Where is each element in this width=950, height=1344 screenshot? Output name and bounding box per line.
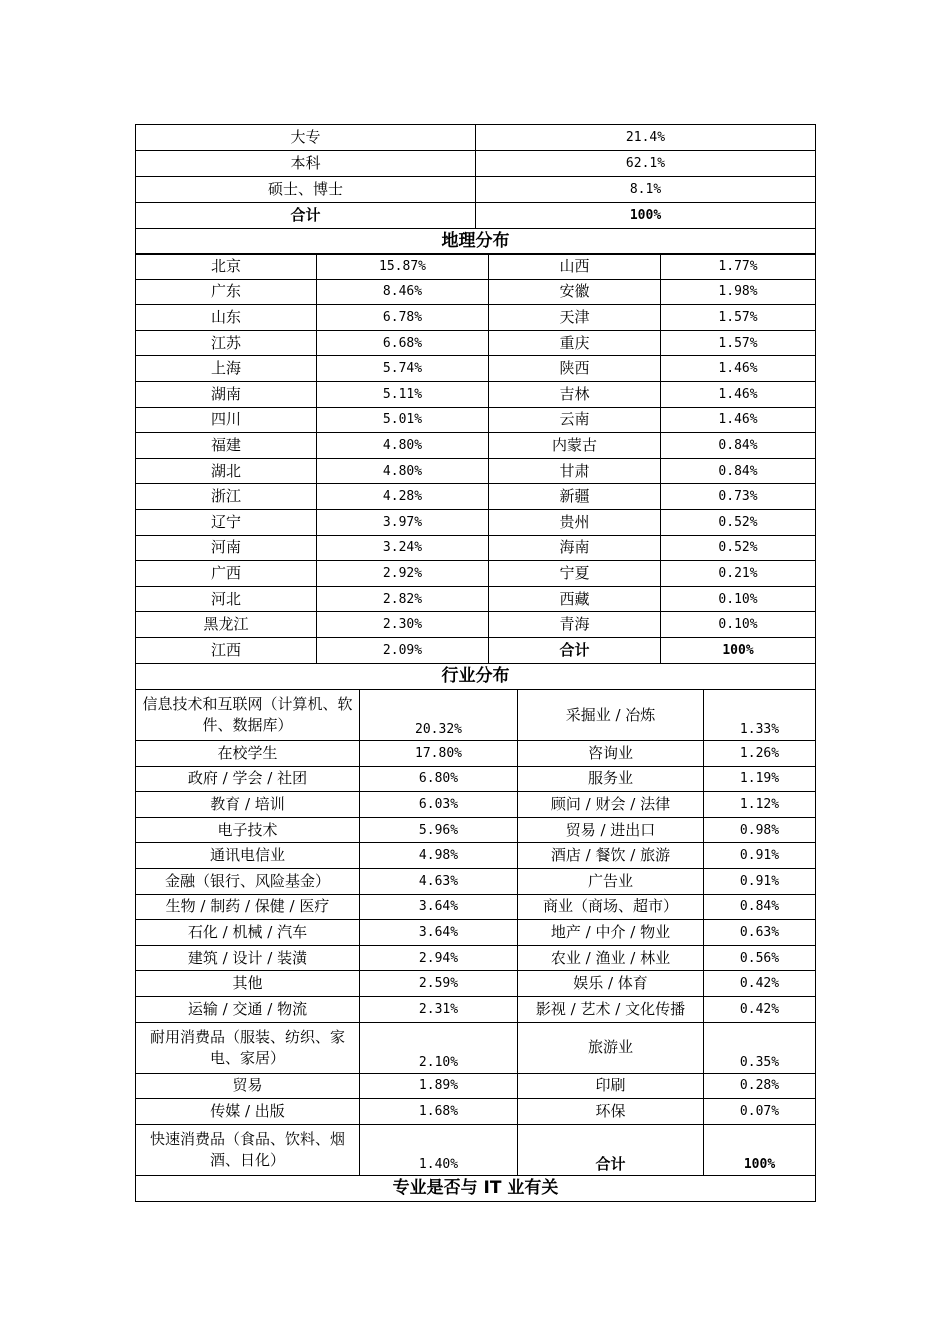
table-row (136, 330, 816, 356)
geo-name: 湖北 (136, 458, 317, 484)
geo-name: 广西 (136, 561, 317, 587)
industry-value: 0.91% (704, 843, 816, 869)
table-row-total (136, 203, 816, 229)
table-row (136, 920, 816, 946)
geo-name: 河南 (136, 535, 317, 561)
industry-name: 建筑 / 设计 / 装潢 (136, 945, 360, 971)
geo-name: 福建 (136, 433, 317, 459)
table-row (136, 254, 816, 280)
geo-value: 4.80% (317, 433, 489, 459)
geo-value: 0.52% (661, 509, 816, 535)
geo-name: 海南 (489, 535, 661, 561)
geo-name: 内蒙古 (489, 433, 661, 459)
geo-value: 5.11% (317, 381, 489, 407)
geo-table (135, 253, 816, 690)
geo-name: 宁夏 (489, 561, 661, 587)
industry-value: 1.12% (704, 792, 816, 818)
table-row (136, 177, 816, 203)
industry-name: 贸易 / 进出口 (518, 817, 704, 843)
industry-value: 1.68% (360, 1099, 518, 1125)
table-row (136, 1022, 816, 1073)
industry-value: 20.32% (360, 690, 518, 741)
industry-value: 0.91% (704, 868, 816, 894)
table-row (136, 407, 816, 433)
table-row (136, 1124, 816, 1175)
industry-name: 在校学生 (136, 741, 360, 767)
geo-name: 重庆 (489, 330, 661, 356)
geo-value: 2.82% (317, 586, 489, 612)
section-header (136, 663, 816, 689)
table-row (136, 792, 816, 818)
industry-name: 咨询业 (518, 741, 704, 767)
industry-value: 4.98% (360, 843, 518, 869)
edu-value: 21.4% (476, 125, 816, 151)
table-row (136, 996, 816, 1022)
table-row (136, 381, 816, 407)
geo-name: 西藏 (489, 586, 661, 612)
industry-value: 0.42% (704, 971, 816, 997)
geo-name: 安徽 (489, 279, 661, 305)
industry-value: 3.64% (360, 920, 518, 946)
geo-name: 广东 (136, 279, 317, 305)
industry-value: 2.94% (360, 945, 518, 971)
industry-value: 0.28% (704, 1073, 816, 1099)
table-row (136, 125, 816, 151)
industry-title: 行业分布 (136, 663, 816, 689)
industry-name: 商业（商场、超市） (518, 894, 704, 920)
industry-value: 6.80% (360, 766, 518, 792)
industry-name: 影视 / 艺术 / 文化传播 (518, 996, 704, 1022)
industry-name: 酒店 / 餐饮 / 旅游 (518, 843, 704, 869)
industry-value: 5.96% (360, 817, 518, 843)
industry-name: 娱乐 / 体育 (518, 971, 704, 997)
section-header (136, 229, 816, 255)
industry-value: 2.31% (360, 996, 518, 1022)
geo-value: 2.92% (317, 561, 489, 587)
geo-value: 4.28% (317, 484, 489, 510)
geo-name: 江苏 (136, 330, 317, 356)
geo-name: 浙江 (136, 484, 317, 510)
industry-value: 0.63% (704, 920, 816, 946)
industry-value: 0.84% (704, 894, 816, 920)
industry-value: 0.98% (704, 817, 816, 843)
geo-value: 0.73% (661, 484, 816, 510)
edu-label: 本科 (136, 151, 476, 177)
geo-value: 0.21% (661, 561, 816, 587)
industry-name: 合计 (518, 1124, 704, 1175)
industry-name: 旅游业 (518, 1022, 704, 1073)
education-table (135, 124, 816, 255)
geo-value: 5.01% (317, 407, 489, 433)
edu-label: 大专 (136, 125, 476, 151)
industry-name: 通讯电信业 (136, 843, 360, 869)
geo-value: 3.97% (317, 509, 489, 535)
table-row (136, 612, 816, 638)
geo-value: 0.84% (661, 458, 816, 484)
industry-value: 1.40% (360, 1124, 518, 1175)
industry-value: 1.19% (704, 766, 816, 792)
industry-value: 3.64% (360, 894, 518, 920)
geo-value: 1.98% (661, 279, 816, 305)
table-row (136, 1073, 816, 1099)
edu-value: 8.1% (476, 177, 816, 203)
edu-label: 硕士、博士 (136, 177, 476, 203)
industry-name: 服务业 (518, 766, 704, 792)
geo-value: 1.57% (661, 330, 816, 356)
geo-name: 山西 (489, 254, 661, 280)
industry-value: 2.59% (360, 971, 518, 997)
industry-name: 电子技术 (136, 817, 360, 843)
table-row (136, 945, 816, 971)
industry-name: 环保 (518, 1099, 704, 1125)
geo-value: 100% (661, 637, 816, 663)
industry-name: 广告业 (518, 868, 704, 894)
industry-name: 石化 / 机械 / 汽车 (136, 920, 360, 946)
geo-value: 4.80% (317, 458, 489, 484)
geo-value: 1.46% (661, 407, 816, 433)
geo-value: 8.46% (317, 279, 489, 305)
table-row (136, 561, 816, 587)
geo-value: 0.52% (661, 535, 816, 561)
table-row (136, 356, 816, 382)
edu-total-value: 100% (476, 203, 816, 229)
geo-value: 2.09% (317, 637, 489, 663)
geo-value: 0.84% (661, 433, 816, 459)
section-header (136, 1175, 816, 1201)
table-row (136, 637, 816, 663)
industry-value: 4.63% (360, 868, 518, 894)
industry-value: 0.07% (704, 1099, 816, 1125)
table-row (136, 741, 816, 767)
geo-name: 黑龙江 (136, 612, 317, 638)
geo-value: 15.87% (317, 254, 489, 280)
industry-name: 金融（银行、风险基金） (136, 868, 360, 894)
table-row (136, 433, 816, 459)
geo-title: 地理分布 (136, 229, 816, 255)
table-row (136, 535, 816, 561)
table-row (136, 971, 816, 997)
geo-name: 吉林 (489, 381, 661, 407)
industry-name: 其他 (136, 971, 360, 997)
industry-name: 传媒 / 出版 (136, 1099, 360, 1125)
table-row (136, 458, 816, 484)
industry-value: 1.89% (360, 1073, 518, 1099)
table-row (136, 509, 816, 535)
table-row (136, 894, 816, 920)
geo-name: 青海 (489, 612, 661, 638)
table-row (136, 279, 816, 305)
industry-name: 采掘业 / 冶炼 (518, 690, 704, 741)
geo-name: 湖南 (136, 381, 317, 407)
industry-name: 快速消费品（食品、饮料、烟酒、日化） (136, 1124, 360, 1175)
table-row (136, 843, 816, 869)
industry-table (135, 689, 816, 1202)
industry-value: 0.42% (704, 996, 816, 1022)
geo-value: 2.30% (317, 612, 489, 638)
geo-name: 山东 (136, 305, 317, 331)
geo-value: 3.24% (317, 535, 489, 561)
table-row (136, 586, 816, 612)
industry-value: 6.03% (360, 792, 518, 818)
industry-name: 印刷 (518, 1073, 704, 1099)
industry-name: 地产 / 中介 / 物业 (518, 920, 704, 946)
geo-name: 云南 (489, 407, 661, 433)
edu-value: 62.1% (476, 151, 816, 177)
geo-value: 1.46% (661, 381, 816, 407)
geo-value: 1.57% (661, 305, 816, 331)
geo-name: 四川 (136, 407, 317, 433)
geo-value: 0.10% (661, 586, 816, 612)
geo-name: 北京 (136, 254, 317, 280)
geo-name: 河北 (136, 586, 317, 612)
industry-name: 生物 / 制药 / 保健 / 医疗 (136, 894, 360, 920)
geo-value: 1.46% (661, 356, 816, 382)
table-row (136, 868, 816, 894)
geo-value: 6.68% (317, 330, 489, 356)
geo-name: 合计 (489, 637, 661, 663)
industry-name: 教育 / 培训 (136, 792, 360, 818)
geo-value: 1.77% (661, 254, 816, 280)
table-row (136, 766, 816, 792)
table-row (136, 690, 816, 741)
industry-name: 政府 / 学会 / 社团 (136, 766, 360, 792)
edu-total-label: 合计 (136, 203, 476, 229)
geo-name: 江西 (136, 637, 317, 663)
geo-name: 新疆 (489, 484, 661, 510)
table-row (136, 1099, 816, 1125)
geo-name: 天津 (489, 305, 661, 331)
geo-value: 6.78% (317, 305, 489, 331)
industry-name: 耐用消费品（服装、纺织、家电、家居） (136, 1022, 360, 1073)
industry-value: 0.35% (704, 1022, 816, 1073)
industry-value: 100% (704, 1124, 816, 1175)
industry-value: 2.10% (360, 1022, 518, 1073)
geo-name: 陕西 (489, 356, 661, 382)
industry-value: 1.26% (704, 741, 816, 767)
table-row (136, 817, 816, 843)
industry-name: 贸易 (136, 1073, 360, 1099)
table-row (136, 484, 816, 510)
industry-name: 农业 / 渔业 / 林业 (518, 945, 704, 971)
geo-name: 贵州 (489, 509, 661, 535)
geo-name: 上海 (136, 356, 317, 382)
industry-name: 运输 / 交通 / 物流 (136, 996, 360, 1022)
industry-value: 17.80% (360, 741, 518, 767)
industry-name: 信息技术和互联网（计算机、软件、数据库） (136, 690, 360, 741)
geo-name: 辽宁 (136, 509, 317, 535)
industry-value: 1.33% (704, 690, 816, 741)
geo-name: 甘肃 (489, 458, 661, 484)
industry-name: 顾问 / 财会 / 法律 (518, 792, 704, 818)
geo-value: 0.10% (661, 612, 816, 638)
geo-value: 5.74% (317, 356, 489, 382)
table-row (136, 151, 816, 177)
footer-title: 专业是否与 IT 业有关 (136, 1175, 816, 1201)
industry-value: 0.56% (704, 945, 816, 971)
table-row (136, 305, 816, 331)
